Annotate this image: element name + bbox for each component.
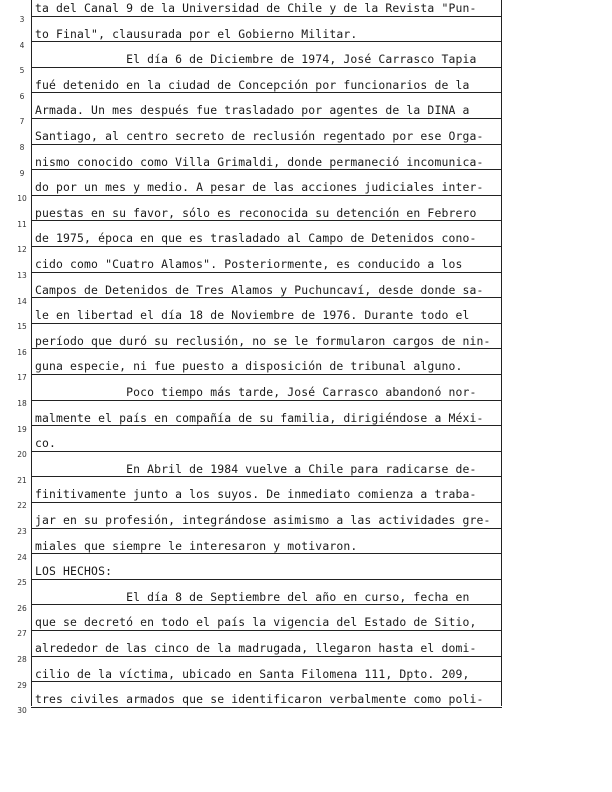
text-line: Santiago, al centro secreto de reclusión regentado por ese Orga- [35,129,484,143]
line-number: 9 [19,168,25,178]
line-number: 24 [17,552,27,562]
text-line: En Abril de 1984 vuelve a Chile para radicarse de- [35,461,477,476]
text-line: do por un mes y medio. A pesar de las acciones judiciales inter- [35,180,484,195]
line-number: 23 [17,527,27,536]
line-number: 26 [17,603,27,613]
line-number: 16 [17,347,27,357]
line-number: 29 [17,680,27,690]
text-line: malmente el país en compañía de su familia, dirigiéndose a Méxi- [35,410,484,425]
line-number: 4 [19,40,25,50]
text-line: de 1975, época en que es trasladado al Campo de Detenidos cono- [35,231,477,246]
text-line: miales que siempre le interesaron y motivaron. [35,538,358,553]
line-number: 6 [19,91,25,101]
line-number: 13 [17,271,27,280]
line-number: 30 [17,706,27,716]
line-number: 3 [19,15,25,24]
text-line: nismo conocido como Villa Grimaldi, donde permaneció incomunica- [35,154,484,169]
line-number: 18 [17,399,27,408]
line-number: 7 [19,117,25,127]
line-number: 15 [17,322,27,332]
text-line: to Final", clausurada por el Gobierno Militar. [35,26,358,41]
text-line: co. [35,436,57,451]
line-number: 5 [19,66,25,76]
line-number: 12 [17,245,27,255]
text-line: finitivamente junto a los suyos. De inmediato comienza a traba- [35,487,477,502]
text-line: guna especie, ni fue puesto a disposición de tribunal alguno. [35,359,463,374]
text-line: Campos de Detenidos de Tres Alamos y Puchuncaví, desde donde sa- [35,282,484,297]
text-line: período que duró su reclusión, no se le formularon cargos de nin- [35,333,491,348]
text-line: LOS HECHOS: [35,564,113,579]
text-line: ta del Canal 9 de la Universidad de Chile y de la Revista "Pun- [35,1,477,15]
line-number: 17 [17,373,27,383]
text-line: cilio de la víctima, ubicado en Santa Filomena 111, Dpto. 209, [35,666,470,681]
text-line: puestas en su favor, sólo es reconocida su detención en Febrero [35,205,477,220]
text-line: tres civiles armados que se identificaron verbalmente como poli- [35,692,484,707]
text-line: Poco tiempo más tarde, José Carrasco abandonó nor- [35,385,477,399]
text-line: jar en su profesión, integrándose asimismo a las actividades gre- [35,513,491,527]
line-number: 8 [19,143,25,152]
line-number: 25 [17,578,27,588]
line-number: 28 [17,655,27,664]
line-number: 14 [17,296,27,306]
line-number: 10 [17,194,27,204]
line-number: 19 [17,424,27,434]
line-number: 21 [17,475,27,485]
text-line: El día 6 de Diciembre de 1974, José Carrasco Tapia [35,52,477,67]
text-line: cido como "Cuatro Alamos". Posteriormente, es conducido a los [35,257,463,271]
line-number: 27 [17,629,27,639]
text-line: alrededor de las cinco de la madrugada, llegaron hasta el domi- [35,641,477,655]
line-number: 20 [17,450,27,460]
text-line: Armada. Un mes después fue trasladado por agentes de la DINA a [35,103,470,118]
text-line: que se decretó en todo el país la vigencia del Estado de Sitio, [35,615,477,630]
line-number: 22 [17,501,27,511]
text-line: El día 8 de Septiembre del año en curso, fecha en [35,589,470,604]
line-number: 11 [17,219,27,229]
text-line: fué detenido en la ciudad de Concepción por funcionarios de la [35,77,470,92]
text-line: le en libertad el día 18 de Noviembre de 1976. Durante todo el [35,308,470,323]
